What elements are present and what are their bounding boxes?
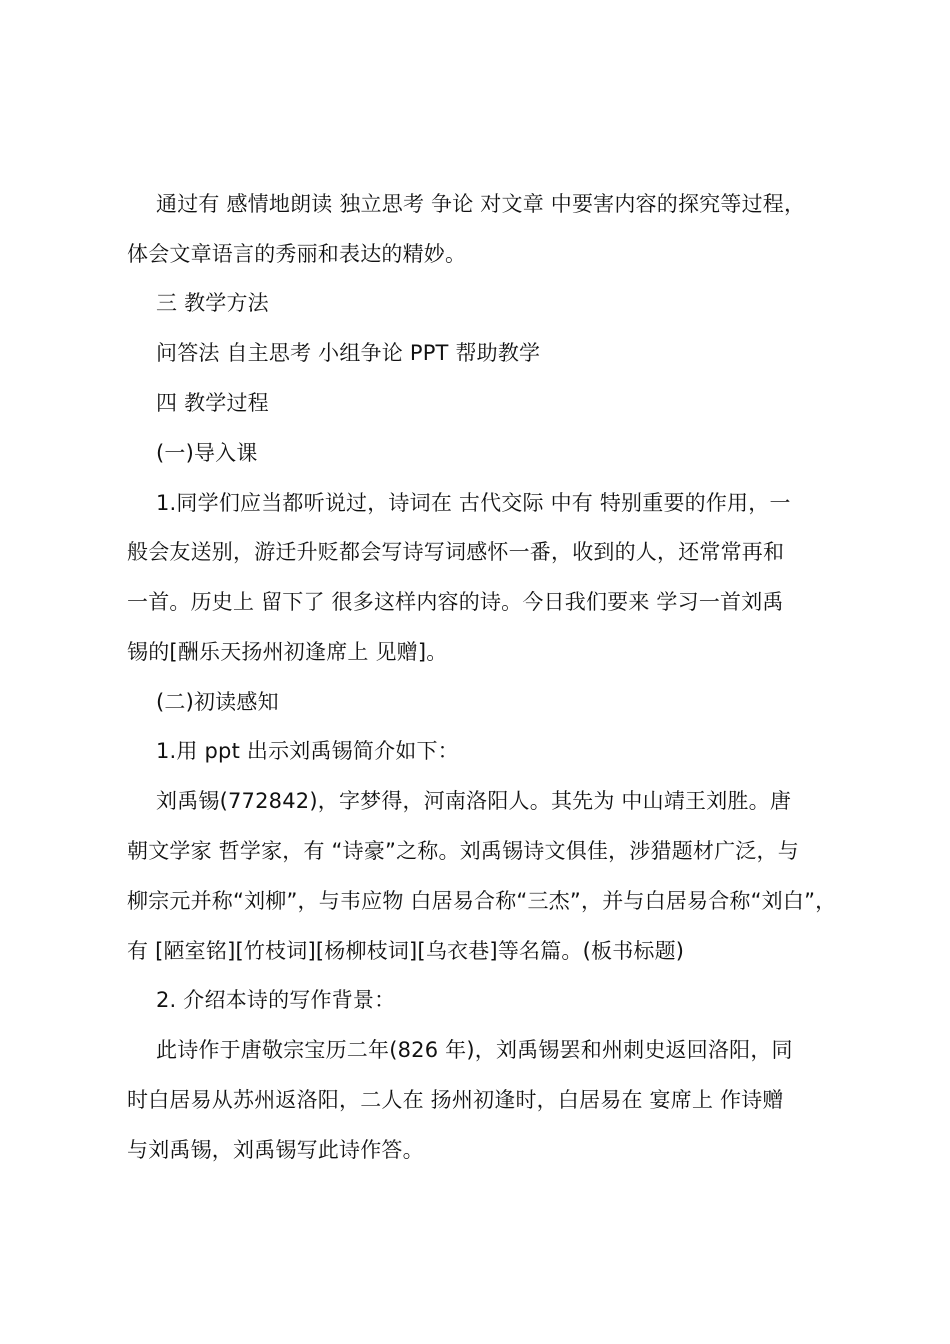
subsection-heading: (二)初读感知 — [156, 690, 279, 714]
subsection-heading: (一)导入课 — [156, 441, 258, 465]
paragraph-line: 柳宗元并称“刘柳”，与韦应物 白居易合称“三杰”，并与白居易合称“刘白”， — [127, 889, 837, 913]
paragraph-line: 有 [陋室铭][竹枝词][杨柳枝词][乌衣巷]等名篇。(板书标题) — [127, 939, 685, 963]
paragraph-line: 与刘禹锡，刘禹锡写此诗作答。 — [127, 1138, 424, 1162]
paragraph-line: 通过有 感情地朗读 独立思考 争论 对文章 中要害内容的探究等过程， — [156, 192, 806, 216]
section-heading: 三 教学方法 — [156, 291, 269, 315]
paragraph-line: 刘禹锡(772842)，字梦得，河南洛阳人。其先为 中山靖王刘胜。唐 — [156, 789, 792, 813]
paragraph-line: 体会文章语言的秀丽和表达的精妙。 — [127, 242, 467, 266]
paragraph-line: 般会友送别，游迁升贬都会写诗写词感怀一番，收到的人，还常常再和 — [127, 540, 785, 564]
paragraph-line: 1.用 ppt 出示刘禹锡简介如下： — [156, 739, 459, 763]
paragraph-line: 锡的[酬乐天扬州初逢席上 见赠]。 — [127, 640, 448, 664]
section-heading: 四 教学过程 — [156, 391, 269, 415]
paragraph-line: 时白居易从苏州返洛阳，二人在 扬州初逢时，白居易在 宴席上 作诗赠 — [127, 1088, 784, 1112]
paragraph-line: 此诗作于唐敬宗宝历二年(826 年)，刘禹锡罢和州刺史返回洛阳，同 — [156, 1038, 793, 1062]
paragraph-line: 问答法 自主思考 小组争论 PPT 帮助教学 — [156, 341, 541, 365]
paragraph-line: 1.同学们应当都听说过，诗词在 古代交际 中有 特别重要的作用，一 — [156, 491, 791, 515]
paragraph-line: 2. 介绍本诗的写作背景： — [156, 988, 396, 1012]
paragraph-line: 朝文学家 哲学家，有 “诗豪”之称。刘禹锡诗文俱佳，涉猎题材广泛，与 — [127, 839, 799, 863]
paragraph-line: 一首。历史上 留下了 很多这样内容的诗。今日我们要来 学习一首刘禹 — [127, 590, 784, 614]
